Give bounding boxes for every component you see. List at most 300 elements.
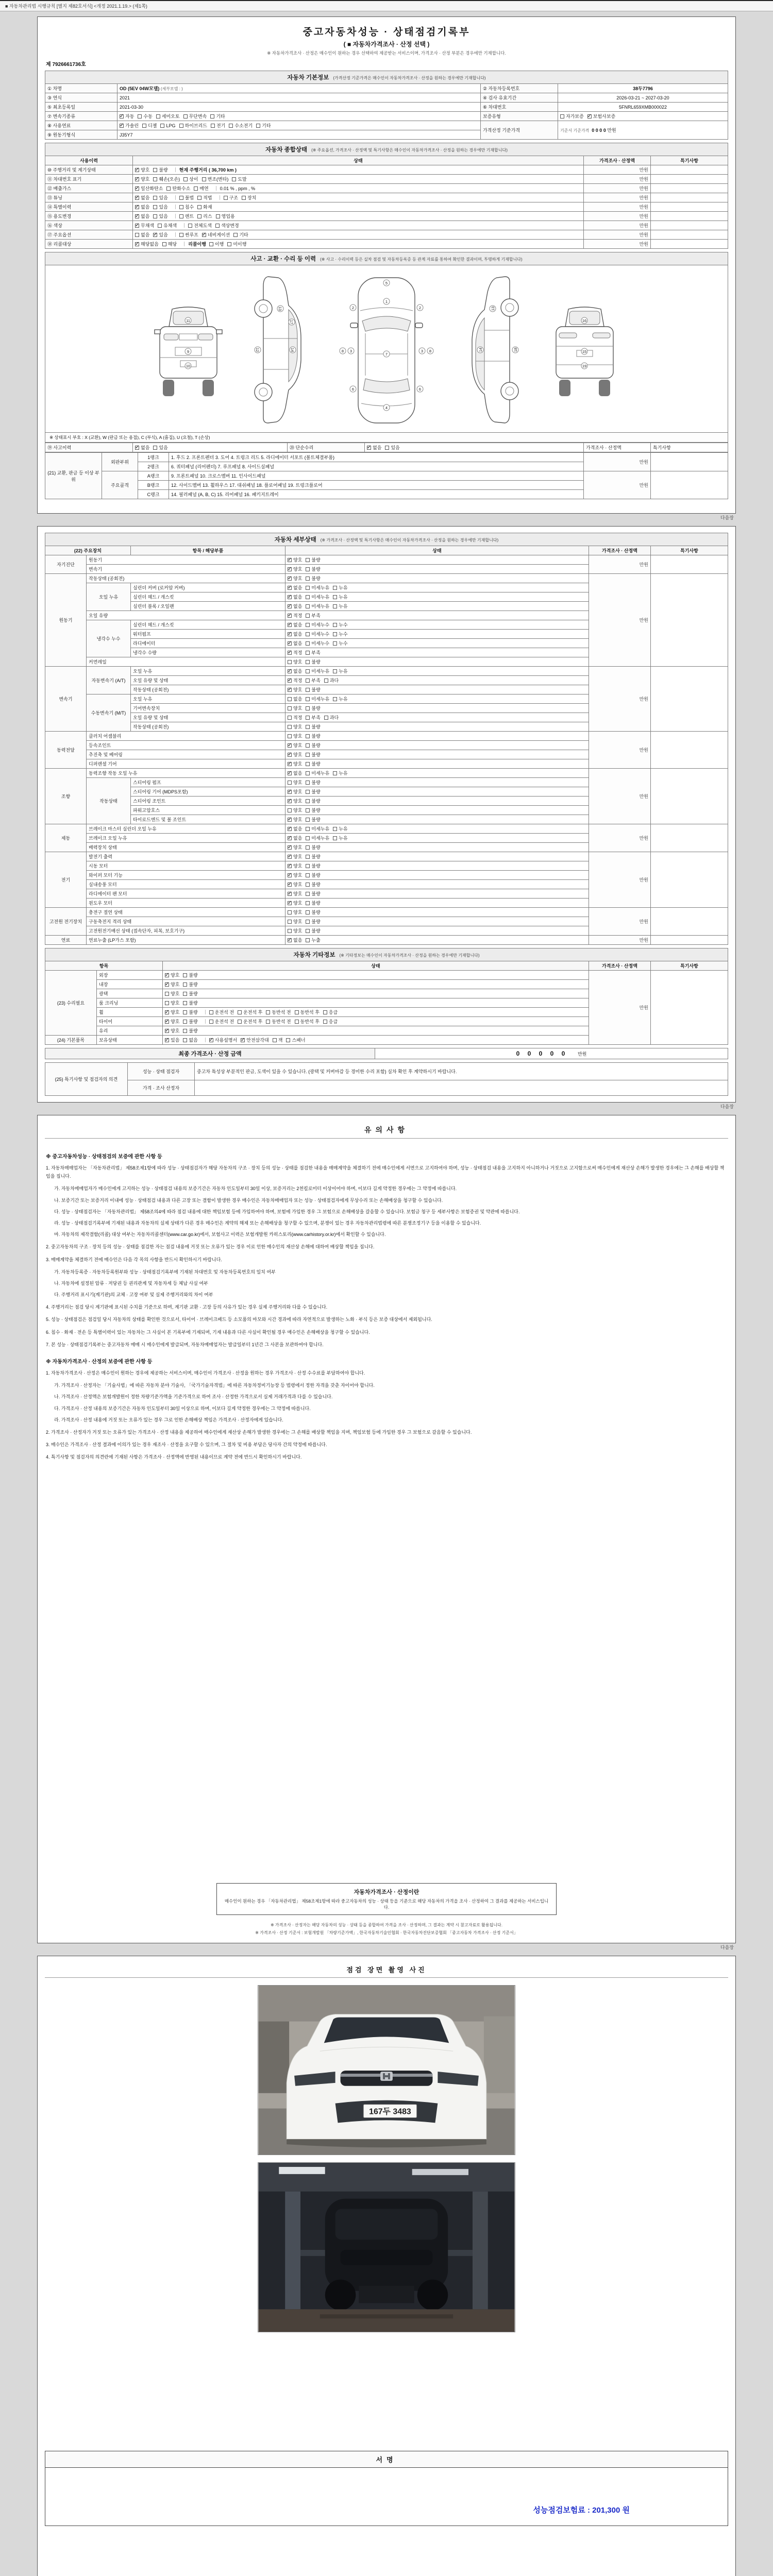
checkbox-unchecked: [288, 706, 292, 710]
checkbox-option: ✓ 양호: [165, 972, 179, 978]
item-cell: 클러치 어셈블리: [87, 732, 285, 741]
state-cell: [285, 704, 589, 713]
checkbox-unchecked: [183, 992, 187, 996]
inspection-label: ④ 검사 유효기간: [480, 93, 558, 103]
state-cell: [285, 574, 589, 583]
checkbox-unchecked: [333, 595, 337, 599]
element: [209, 242, 250, 247]
element: 만원: [578, 1052, 587, 1057]
element: 성능점검보험료 :: [533, 2506, 590, 2515]
checkbox-unchecked: [333, 827, 337, 831]
checkbox-unchecked: [306, 706, 310, 710]
checkbox-unchecked: [202, 177, 206, 181]
accident-col-price: 가격조사 · 산정액: [584, 443, 651, 452]
element: 리콜이행: [188, 242, 206, 247]
notice-paragraph: 라. 성능 · 상태점검기록부에 기재된 내용과 자동차의 실제 상태가 다른 경우 매수인은 계약의 해제 또는 손해배상을 청구할 수 있으며, 분쟁이 있는 경우 자동차관리법령에 따른 분쟁조정기구 등을 이용할 수 있습니다.: [54, 1220, 481, 1226]
checkbox-checked: [288, 892, 292, 896]
element: [209, 1019, 342, 1024]
car-damage-diagrams: [45, 265, 728, 433]
checkbox-option: 누수: [333, 640, 347, 647]
note-cell: [650, 769, 728, 824]
note-cell: [650, 667, 728, 732]
checkbox-option: 과다: [324, 677, 339, 684]
table-cell: [133, 193, 584, 202]
notice-paragraph: 다. 주행거리 표시기(계기판)의 교체 · 고장 여부 및 실제 주행거리와의 차이 여부: [54, 1292, 213, 1298]
checkbox-option: 있음: [153, 444, 167, 451]
element: [164, 334, 178, 340]
checkbox-checked: [120, 124, 124, 128]
checkbox-checked: [288, 873, 292, 877]
checkbox-option: 불량: [306, 918, 320, 925]
price-base-value: [558, 121, 728, 140]
checkbox-unchecked: [153, 214, 157, 218]
checkbox-option: 부족: [306, 612, 320, 619]
checkbox-unchecked: [306, 558, 310, 562]
state-cell: [285, 713, 589, 722]
checkbox-unchecked: [306, 697, 310, 701]
checkbox-checked: [288, 938, 292, 942]
state-cell: [285, 620, 589, 630]
table-cell: [163, 971, 589, 980]
price-cell: 만원: [589, 908, 650, 936]
checkbox-option: 운전석 전: [209, 1018, 234, 1025]
table-cell: 만원: [584, 212, 651, 221]
checkbox-option: 수소전기: [229, 122, 253, 129]
next-page-label-2: 다음장: [720, 1104, 734, 1109]
checkbox-option: ✓ 양호: [288, 853, 302, 860]
item-cell: 라디에이터 팬 모터: [87, 889, 285, 899]
checkbox-unchecked: [242, 196, 246, 200]
checkbox-checked: [288, 577, 292, 581]
notice-paragraph: 나. 자동차에 설정된 압류 · 저당권 등 권리관계 및 자동차세 등 체납 사실 여부: [54, 1280, 208, 1286]
element: [175, 214, 176, 218]
checkbox-checked: [587, 114, 592, 118]
state-cell: [285, 861, 589, 871]
checkbox-unchecked: [197, 196, 201, 200]
element: [135, 242, 180, 247]
item-cell: 작동상태 (공회전): [87, 574, 285, 583]
notice-paragraph: 1. 자동차가격조사 · 산정은 매수인이 원하는 경우에 제공하는 서비스이며, 매수인이 가격조사 · 산정을 원하는 경우 가격조사 · 산정 수수료를 부담하여야 합니다.: [46, 1370, 365, 1376]
checkbox-unchecked: [232, 177, 236, 181]
price-cell: 만원: [589, 574, 650, 667]
detail-row: [45, 908, 728, 917]
checkbox-option: 미이행: [227, 241, 246, 247]
item-cell: 오일 누유: [131, 694, 285, 704]
car-left-side-diagram: [247, 273, 314, 427]
checkbox-option: 없음: [288, 696, 302, 702]
table-cell: 상태: [163, 961, 589, 971]
checkbox-checked: [202, 233, 206, 237]
item-cell: 배력장치 상태: [87, 843, 285, 852]
checkbox-checked: [288, 604, 292, 608]
element: [259, 2022, 290, 2093]
table-cell: 휠: [97, 1008, 163, 1017]
checkbox-option: 불량: [183, 972, 197, 978]
table-cell: [651, 230, 728, 240]
opinion-label: (25) 특기사항 및 점검자의 의견: [45, 1063, 128, 1096]
checkbox-option: 불량: [306, 742, 320, 749]
panel-number: 2: [418, 305, 422, 310]
element: 자동차 세부상태: [274, 537, 316, 543]
checkbox-unchecked: [306, 734, 310, 738]
checkbox-checked: [288, 762, 292, 766]
element: 0 0 0 0 0: [516, 1050, 568, 1057]
checkbox-option: ✓ 없음: [135, 194, 149, 201]
checkbox-option: 있음: [153, 213, 167, 219]
panel-number: 15: [582, 349, 587, 354]
checkbox-option: 색상변경: [215, 222, 239, 229]
notice-paragraph: 5. 성능 · 상태점검은 점검일 당시 자동차의 상태를 확인한 것으로서, 타이어 · 브레이크패드 등 소모품의 마모와 시간 경과에 따라 자연적으로 발생하는 노화 · 부식 등은 보증 대상에서 제외됩니다.: [46, 1317, 432, 1323]
checkbox-option: 불법: [179, 194, 194, 201]
element: [559, 380, 570, 396]
table-cell: 만원: [584, 165, 651, 175]
device-cell: 자기진단: [45, 555, 87, 574]
checkbox-option: 불량: [306, 798, 320, 804]
note-cell: [650, 852, 728, 908]
checkbox-unchecked: [333, 604, 337, 608]
repair-needed-label: (23) 수리필요: [45, 971, 97, 1036]
state-cell: [285, 741, 589, 750]
checkbox-unchecked: [306, 669, 310, 673]
note-cell: [650, 555, 728, 574]
checkbox-checked: [165, 1038, 169, 1042]
table-cell: ⑰ 주요옵션: [45, 230, 133, 240]
element: [224, 195, 260, 200]
checkbox-unchecked: [179, 233, 183, 237]
rank-row: [45, 453, 728, 462]
checkbox-unchecked: [179, 124, 183, 128]
table-cell: [133, 212, 584, 221]
checkbox-unchecked: [306, 651, 310, 655]
checkbox-option: 무단변속: [183, 113, 207, 120]
item-cell: 충전구 절연 상태: [87, 908, 285, 917]
element: [599, 380, 610, 396]
checkbox-checked: [288, 753, 292, 757]
checkbox-checked: [288, 651, 292, 655]
checkbox-option: 누유: [333, 584, 347, 591]
checkbox-unchecked: [306, 920, 310, 924]
item-cell: 커먼레일: [87, 657, 285, 667]
checkbox-option: ✓ 양호: [288, 686, 302, 693]
checkbox-unchecked: [306, 808, 310, 812]
checkbox-unchecked: [306, 790, 310, 794]
state-cell: [285, 722, 589, 732]
checkbox-unchecked: [183, 1029, 187, 1033]
element: [209, 1010, 342, 1015]
device-cell: 변속기: [45, 667, 87, 732]
element: (※ 가격조사 · 산정액 및 특기사항은 매수인이 자동차가격조사 · 산정을 원하는 경우에만 기재합니다): [320, 538, 499, 543]
element: [484, 2016, 515, 2093]
checkbox-option: 침수: [179, 204, 194, 210]
item-cell: 윈도우 모터: [87, 899, 285, 908]
state-cell: [285, 732, 589, 741]
panel-number: 14: [290, 347, 295, 352]
item-cell: 발전기 출력: [87, 852, 285, 861]
checkbox-unchecked: [229, 124, 233, 128]
element: [165, 1010, 201, 1015]
checkbox-option: 부족: [306, 649, 320, 656]
checkbox-option: 불량: [306, 556, 320, 563]
element: [209, 1038, 309, 1043]
col-price: 가격조사 · 산정액: [584, 156, 651, 165]
element: [135, 205, 172, 210]
checkbox-unchecked: [153, 196, 157, 200]
next-page-label-1: 다음장: [720, 515, 734, 520]
element: [45, 443, 728, 452]
state-cell: [285, 936, 589, 945]
checkbox-option: 동반석 전: [266, 1018, 291, 1025]
table-cell: [133, 221, 584, 230]
state-cell: [285, 555, 589, 565]
table-cell: B랭크: [138, 481, 169, 490]
checkbox-unchecked: [306, 614, 310, 618]
checkbox-unchecked: [333, 586, 337, 590]
checkbox-option: 구조: [224, 194, 238, 201]
checkbox-option: 없음: [183, 1037, 197, 1043]
checkbox-unchecked: [306, 781, 310, 785]
checkbox-unchecked: [306, 818, 310, 822]
element: [155, 330, 160, 334]
checkbox-unchecked: [179, 214, 183, 218]
checkbox-option: 불량: [306, 686, 320, 693]
item-cell: 연료누출 (LP가스 포함): [87, 936, 285, 945]
detail-row: [45, 667, 728, 676]
table-cell: 만원: [584, 221, 651, 230]
checkbox-unchecked: [135, 233, 139, 237]
table-cell: 성능 · 상태 점검자: [128, 1063, 195, 1080]
checkbox-option: ✓ 없음: [135, 213, 149, 219]
state-cell: [285, 667, 589, 676]
table-cell: ⑱ 리콜대상: [45, 240, 133, 249]
table-cell: [651, 165, 728, 175]
checkbox-option: 양호: [288, 927, 302, 934]
table-cell: ⑯ 색상: [45, 221, 133, 230]
rank-row: [45, 471, 728, 481]
row-main-options: [45, 230, 728, 240]
checkbox-option: ✓ 없음: [288, 835, 302, 841]
checkbox-option: 도말: [232, 176, 246, 182]
panel-number: 11: [186, 318, 190, 323]
checkbox-option: ✓ 가솔린: [120, 122, 139, 129]
element: 기준서 기준가격: [560, 128, 590, 133]
checkbox-checked: [288, 864, 292, 868]
checkbox-option: 미세누유: [306, 696, 329, 702]
subgroup-cell: 작동상태: [87, 778, 131, 824]
main-frame-label: 주요골격: [102, 471, 138, 499]
checkbox-option: 영업용: [216, 213, 235, 219]
table-cell: [163, 1036, 589, 1045]
element: [175, 205, 176, 209]
checkbox-checked: [367, 446, 371, 450]
element: (※ 사고 · 수리이력 등은 실차 점검 및 자동차등록증 등 관계 자료를 통하여 확인한 결과이며, 투명하게 기재합니다): [320, 257, 523, 262]
checkbox-checked: [288, 688, 292, 692]
element: [45, 533, 728, 546]
table-cell: [650, 971, 728, 1045]
current-mileage: 현재 주행거리 ( 36,700 km ): [179, 167, 237, 173]
checkbox-option: 기타: [233, 231, 248, 238]
checkbox-checked: [288, 595, 292, 599]
state-cell: [285, 759, 589, 769]
checkbox-unchecked: [238, 1010, 242, 1014]
checkbox-option: 불량: [306, 816, 320, 823]
checkbox-unchecked: [273, 1038, 277, 1042]
notice-paragraph: 6. 침수 · 화재 · 전손 등 특별이력이 있는 자동차는 그 사실이 본 기록부에 기재되며, 기재 내용과 다른 사실이 확인될 경우 매수인은 손해배상을 청구할 수 있습니다.: [46, 1329, 370, 1335]
item-cell: 작동상태 (공회전): [131, 685, 285, 694]
checkbox-unchecked: [288, 929, 292, 933]
checkbox-unchecked: [306, 892, 310, 896]
fuel-options: [117, 121, 481, 130]
element: [179, 195, 216, 200]
checkbox-checked: [135, 214, 139, 218]
state-cell: [285, 648, 589, 657]
element: (세부모델 : ): [160, 87, 183, 91]
table-cell: 6. 쿼터패널 (리어펜더) 7. 루프패널 8. 사이드실패널: [169, 462, 584, 471]
element: [179, 205, 216, 210]
item-cell: 파워고압호스: [131, 806, 285, 815]
item-cell: 기어변속장치: [131, 704, 285, 713]
license-plate-text: 167두 3483: [369, 2107, 411, 2116]
final-price-value: [375, 1048, 728, 1059]
checkbox-checked: [135, 446, 139, 450]
price-cell: 만원: [589, 732, 650, 769]
checkbox-unchecked: [158, 224, 162, 228]
item-cell: 실린더 헤드 / 개스킷: [131, 620, 285, 630]
element: (※ 주요옵션, 가격조사 · 산정액 및 특기사항은 매수인이 자동차가격조사 · 산정을 원하는 경우에만 기재합니다): [311, 148, 508, 152]
emission-values: 0.01 % , ppm , %: [220, 186, 256, 191]
device-cell: 고전원 전기장치: [45, 908, 87, 936]
element: [359, 2286, 414, 2303]
element: [320, 2314, 453, 2318]
checkbox-option: 운전석 후: [238, 1018, 262, 1025]
element: OD (5EV 04W모델): [120, 86, 160, 91]
checkbox-unchecked: [288, 781, 292, 785]
checkbox-option: 미세누유: [306, 668, 329, 674]
item-cell: 추진축 및 베어링: [87, 750, 285, 759]
state-cell: [285, 880, 589, 889]
note-cell: [650, 936, 728, 945]
checkbox-checked: [288, 901, 292, 905]
checkbox-checked: [288, 623, 292, 627]
checkbox-unchecked: [306, 771, 310, 775]
checkbox-option: 없음: [135, 231, 149, 238]
panel-number: 8: [341, 348, 344, 353]
element: [135, 167, 172, 173]
state-cell: [285, 565, 589, 574]
table-cell: [133, 175, 584, 184]
checkbox-option: ✓ 없음: [288, 631, 302, 637]
simple-repair-options: [365, 443, 584, 452]
checkbox-checked: [288, 855, 292, 859]
checkbox-unchecked: [288, 910, 292, 914]
checkbox-option: ✓ 적정: [288, 612, 302, 619]
item-cell: 브레이크 오일 누유: [87, 834, 285, 843]
checkbox-option: ✓ 없음: [288, 621, 302, 628]
checkbox-unchecked: [306, 716, 310, 720]
checkbox-unchecked: [188, 224, 192, 228]
subgroup-cell: 오일 누유: [87, 583, 131, 611]
checkbox-option: 누유: [333, 835, 347, 841]
panel-number: 5: [385, 280, 388, 285]
element: 사고 · 교환 · 수리 등 이력: [250, 256, 316, 262]
checkbox-option: ✓ 자동: [120, 113, 134, 120]
checkbox-option: 불량: [306, 844, 320, 851]
table-cell: [163, 1008, 589, 1017]
checkbox-option: 기타: [210, 113, 225, 120]
state-cell: [285, 630, 589, 639]
col-note2: 특기사항: [650, 546, 728, 555]
checkbox-unchecked: [385, 446, 389, 450]
detail-condition-table: [45, 533, 728, 945]
checkbox-option: 하이브리드: [179, 122, 207, 129]
table-cell: 가격조사 · 산정액: [589, 961, 650, 971]
checkbox-option: 불량: [183, 1027, 197, 1034]
checkbox-option: ✓ 양호: [288, 816, 302, 823]
checkbox-unchecked: [183, 1020, 187, 1024]
element: [165, 1019, 201, 1024]
checkbox-option: 불량: [306, 751, 320, 758]
table-cell: 12. 사이드멤버 13. 휠하우스 17. 대쉬패널 18. 플로어패널 19. 트렁크플로어: [169, 481, 584, 490]
opinion-row: [45, 1063, 728, 1080]
checkbox-option: ✓ 양호: [288, 890, 302, 897]
notice-paragraph: 2. 가격조사 · 산정자가 거짓 또는 오류가 있는 가격조사 · 산정 내용을 제공하여 매수인에게 재산상 손해가 발생한 경우에는 그 손해를 배상할 책임을 지며, 책임보험 등에 가입한 경우 그 보험으로 갈음할 수 있습니다.: [46, 1429, 472, 1435]
element: (가격산정 기준가격은 매수인이 자동차가격조사 · 산정을 원하는 경우에만 기재합니다): [333, 76, 486, 80]
checkbox-option: 디젤: [142, 122, 157, 129]
item-cell: 라디에이터: [131, 639, 285, 648]
checkbox-unchecked: [153, 446, 157, 450]
panel-number: 3: [349, 348, 352, 353]
sheet-photos: [37, 1956, 736, 2576]
checkbox-option: ✓ 양호: [288, 760, 302, 767]
table-cell: ⑫ 배출가스: [45, 184, 133, 193]
damage-code-legend: ※ 상태표시 부호 : X (교환), W (판금 또는 용접), C (부식), A (흠집), U (요철), T (손상): [45, 433, 728, 443]
element: [45, 1063, 728, 1096]
year-value: 2021: [117, 93, 481, 103]
row-vin-mark: [45, 175, 728, 184]
row-emission: [45, 184, 728, 193]
state-cell: [285, 611, 589, 620]
checkbox-unchecked: [306, 864, 310, 868]
checkbox-option: ✓ 양호: [165, 1009, 179, 1015]
checkbox-option: 기타: [256, 122, 271, 129]
element: [559, 333, 577, 338]
row-special-history: [45, 202, 728, 212]
checkbox-unchecked: [142, 124, 146, 128]
element: [45, 252, 728, 265]
vin-value: 5FNRL659XMB000022: [558, 103, 728, 112]
element: [45, 143, 728, 156]
table-cell: [133, 240, 584, 249]
checkbox-option: ✓ 양호: [288, 742, 302, 749]
item-cell: 시동 모터: [87, 861, 285, 871]
checkbox-checked: [135, 242, 139, 246]
section-overall-title: [45, 143, 728, 156]
panel-number: 14: [478, 347, 483, 352]
panel-number: 9: [187, 349, 190, 354]
notice-paragraph: 4. 주행거리는 점검 당시 계기판에 표시된 수치를 기준으로 하며, 계기판 교환 · 고장 등의 사유가 있는 경우 실제 주행거리와 다를 수 있습니다.: [46, 1304, 328, 1310]
checkbox-option: 불량: [306, 909, 320, 916]
checkbox-option: ✓ 양호: [135, 166, 149, 173]
checkbox-option: 세미오토: [156, 113, 180, 120]
element: [255, 300, 272, 317]
checkbox-option: 장치: [242, 194, 256, 201]
panel-number: 16: [582, 318, 587, 323]
section-detail-title: [45, 533, 728, 546]
table-cell: [651, 202, 728, 212]
item-cell: 구동축전지 격리 상태: [87, 917, 285, 926]
element: [501, 299, 518, 316]
opinion-row: [45, 1080, 728, 1096]
checkbox-unchecked: [306, 855, 310, 859]
